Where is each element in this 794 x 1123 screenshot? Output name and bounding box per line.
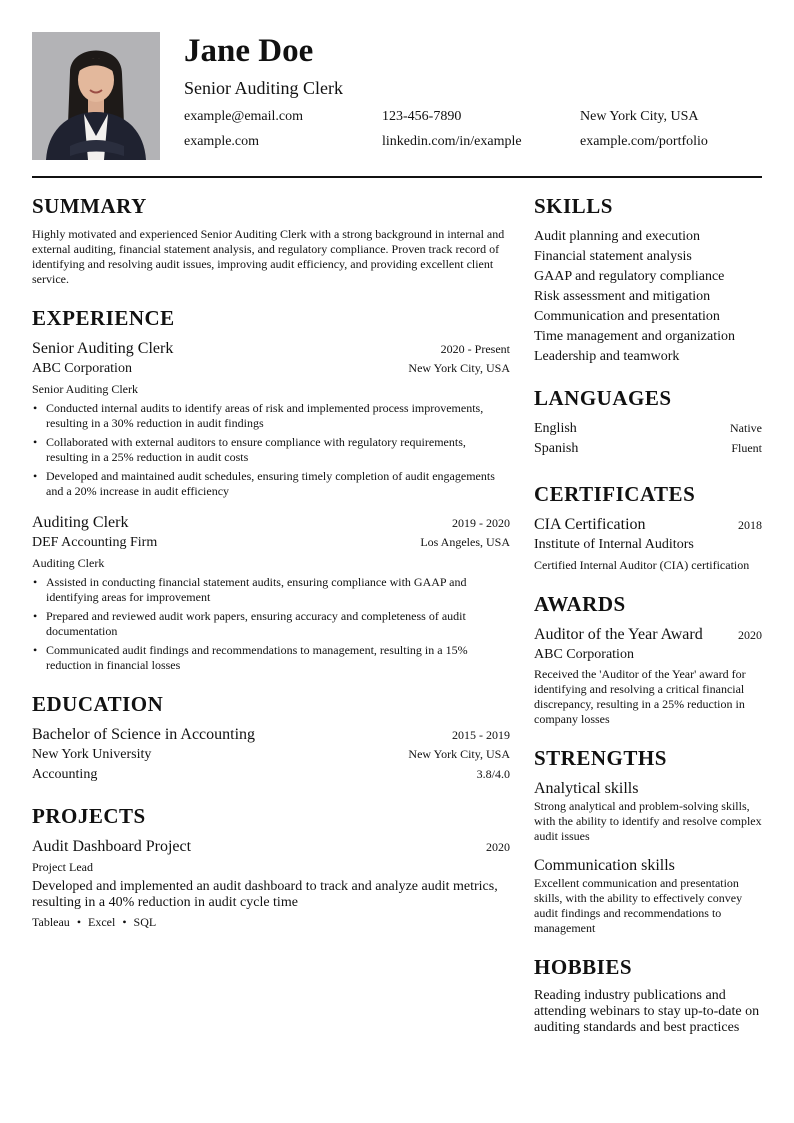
strengths-heading: STRENGTHS <box>534 746 667 770</box>
candidate-name: Jane Doe <box>184 33 314 69</box>
skill-item: Communication and presentation <box>534 309 720 324</box>
education-school: New York University <box>32 747 152 762</box>
education-dates: 2015 - 2019 <box>452 728 510 742</box>
certificate-issuer: Institute of Internal Auditors <box>534 537 694 552</box>
skill-item: Financial statement analysis <box>534 249 692 264</box>
hobbies-text: Reading industry publications and attending webinars to stay up-to-date on auditing standards and best practices <box>534 988 760 1035</box>
bullet-dot-icon: • <box>33 401 38 415</box>
bullet-item <box>32 575 510 605</box>
right-column <box>534 193 762 1054</box>
bullet-dot-icon: • <box>33 643 38 657</box>
skill-item: Audit planning and execution <box>534 229 701 244</box>
language-name: Spanish <box>534 441 579 456</box>
education-field: Accounting <box>32 767 98 782</box>
project-name: Audit Dashboard Project <box>32 838 192 855</box>
project-tag: SQL <box>133 915 157 929</box>
strength-name: Analytical skills <box>534 780 639 797</box>
project-year: 2020 <box>486 840 510 854</box>
languages-section <box>534 385 762 459</box>
job-bullets <box>32 575 510 673</box>
bullet-text: Conducted internal audits to identify areas of risk and implemented process improvements, resulting in a 30% reduction in audit findings <box>46 401 484 430</box>
bullet-dot-icon: • <box>33 609 38 623</box>
experience-section <box>32 305 510 673</box>
project-tags <box>32 914 510 930</box>
certificates-heading: CERTIFICATES <box>534 482 696 506</box>
job-dates: 2019 - 2020 <box>452 516 510 530</box>
job-title: Auditing Clerk <box>32 514 129 531</box>
tag-separator: • <box>122 915 127 929</box>
contact-phone[interactable]: 123-456-7890 <box>382 109 462 124</box>
profile-photo <box>32 32 160 160</box>
bullet-item <box>32 469 510 499</box>
award-description: Received the 'Auditor of the Year' award for identifying and resolving a critical financial discrepancy, resulting in a 25% reduction in company losses <box>534 667 746 726</box>
skills-heading: SKILLS <box>534 194 613 218</box>
job-dates: 2020 - Present <box>440 342 510 356</box>
job-role: Senior Auditing Clerk <box>32 382 138 396</box>
award-year: 2020 <box>738 628 762 642</box>
certificate-name: CIA Certification <box>534 516 646 533</box>
job-company: ABC Corporation <box>32 361 132 376</box>
awards-heading: AWARDS <box>534 592 626 616</box>
job-location: New York City, USA <box>408 361 510 375</box>
education-section <box>32 691 510 785</box>
experience-entry <box>32 513 510 673</box>
bullet-dot-icon: • <box>33 469 38 483</box>
award-name: Auditor of the Year Award <box>534 626 703 643</box>
bullet-item <box>32 401 510 431</box>
skills-section <box>534 193 762 367</box>
skill-item: Time management and organization <box>534 329 736 344</box>
contact-email[interactable]: example@email.com <box>184 109 304 124</box>
hobbies-section <box>534 954 762 1036</box>
award-issuer: ABC Corporation <box>534 647 634 662</box>
bullet-item <box>32 609 510 639</box>
strengths-section <box>534 745 762 936</box>
job-role: Auditing Clerk <box>32 556 105 570</box>
awards-section <box>534 591 762 727</box>
bullet-item <box>32 643 510 673</box>
strength-description: Strong analytical and problem-solving skills, with the ability to identify and resolve complex audit issues <box>534 799 762 843</box>
strength-description: Excellent communication and presentation skills, with the ability to effectively convey audit findings and recommendations to management <box>534 876 743 935</box>
bullet-text: Developed and maintained audit schedules, ensuring timely completion of audit engagements and a 20% increase in audit efficiency <box>46 469 495 498</box>
header-divider <box>32 176 762 178</box>
left-column <box>32 193 510 948</box>
contact-location: New York City, USA <box>580 109 699 124</box>
project-role: Project Lead <box>32 860 93 874</box>
skill-item: Risk assessment and mitigation <box>534 289 711 304</box>
candidate-title: Senior Auditing Clerk <box>184 78 343 98</box>
experience-heading: EXPERIENCE <box>32 306 175 330</box>
job-title: Senior Auditing Clerk <box>32 340 174 357</box>
projects-section <box>32 803 510 930</box>
job-bullets <box>32 401 510 499</box>
education-gpa: 3.8/4.0 <box>476 767 510 781</box>
job-location: Los Angeles, USA <box>420 535 510 549</box>
bullet-text: Assisted in conducting financial statement audits, ensuring compliance with GAAP and identifying areas for improvement <box>46 575 467 604</box>
project-tag: Excel <box>88 915 116 929</box>
tag-separator: • <box>76 915 82 929</box>
skill-item: GAAP and regulatory compliance <box>534 269 725 284</box>
language-level: Native <box>730 421 762 435</box>
summary-section <box>32 193 510 287</box>
strength-name: Communication skills <box>534 857 675 874</box>
hobbies-heading: HOBBIES <box>534 955 633 979</box>
experience-entry <box>32 339 510 499</box>
education-location: New York City, USA <box>408 747 510 761</box>
bullet-text: Communicated audit findings and recommendations to management, resulting in a 15% reduction in financial losses <box>46 643 468 672</box>
summary-heading: SUMMARY <box>32 194 147 218</box>
language-level: Fluent <box>731 441 762 455</box>
job-company: DEF Accounting Firm <box>32 535 158 550</box>
certificate-description: Certified Internal Auditor (CIA) certification <box>534 558 750 572</box>
language-name: English <box>534 421 577 436</box>
summary-text: Highly motivated and experienced Senior Auditing Clerk with a strong background in internal and external auditing, financial statement analysis, and regulatory compliance. Proven track record of identifying and resolving audit issues, improving audit efficiency, and providing excellent client service. <box>32 227 505 286</box>
contact-website[interactable]: example.com <box>184 134 260 149</box>
languages-heading: LANGUAGES <box>534 386 672 410</box>
education-heading: EDUCATION <box>32 692 164 716</box>
skill-item: Leadership and teamwork <box>534 349 680 364</box>
project-tag: Tableau <box>32 915 70 929</box>
projects-heading: PROJECTS <box>32 804 146 828</box>
certificates-section <box>534 481 762 573</box>
certificate-year: 2018 <box>738 518 762 532</box>
bullet-text: Prepared and reviewed audit work papers, ensuring accuracy and completeness of audit documentation <box>46 609 466 638</box>
resume-header <box>32 32 762 160</box>
bullet-item <box>32 435 510 465</box>
education-degree: Bachelor of Science in Accounting <box>32 726 256 743</box>
contact-portfolio[interactable]: example.com/portfolio <box>580 134 708 149</box>
bullet-dot-icon: • <box>33 435 38 449</box>
bullet-text: Collaborated with external auditors to ensure compliance with regulatory requirements, resulting in a 25% reduction in audit costs <box>46 435 466 464</box>
bullet-dot-icon: • <box>33 575 38 589</box>
project-description: Developed and implemented an audit dashboard to track and analyze audit metrics, resulting in a 40% reduction in audit cycle time <box>32 879 498 910</box>
contact-linkedin[interactable]: linkedin.com/in/example <box>382 134 522 149</box>
